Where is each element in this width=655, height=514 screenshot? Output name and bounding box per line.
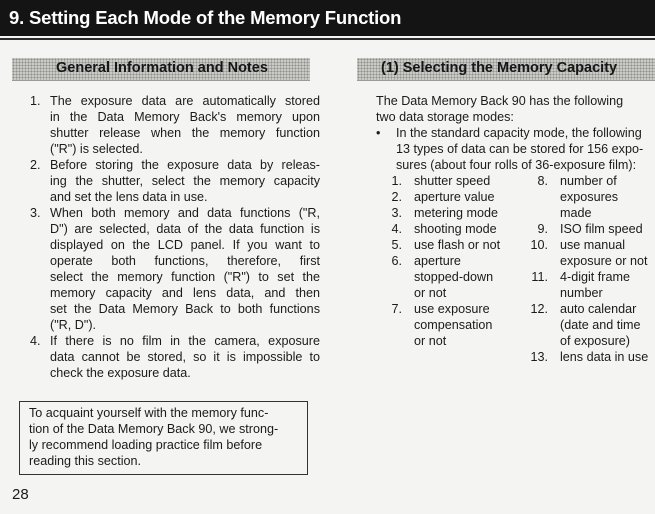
title-bar	[0, 0, 655, 36]
text-line: use flash or not	[414, 238, 501, 252]
data-type-number: 5.	[391, 238, 402, 252]
text-line: In the standard capacity mode, the following	[396, 126, 642, 140]
text-line: ("R, D").	[50, 318, 97, 332]
title-underline	[0, 38, 655, 40]
text-line: reading this section.	[29, 454, 142, 468]
data-type-item	[380, 205, 510, 221]
data-type-number: 13.	[530, 350, 548, 364]
item-number: 4.	[30, 334, 41, 348]
text-line: shooting mode	[414, 222, 497, 236]
data-type-number: 9.	[537, 222, 548, 236]
data-types-column-2	[526, 173, 655, 365]
text-line: two data storage modes:	[376, 110, 514, 124]
text-line: memory capacity and lens data, and then	[50, 286, 320, 300]
data-type-number: 7.	[391, 302, 402, 316]
text-line: shutter speed	[414, 174, 491, 188]
note-item	[20, 93, 320, 157]
text-line: shutter release when the memory function	[50, 126, 320, 140]
text-line: of exposure)	[560, 334, 631, 348]
data-types-column-1	[380, 173, 510, 349]
text-line: 13 types of data can be stored for 156 expo-	[396, 142, 644, 156]
item-number: 2.	[30, 158, 41, 172]
text-line: auto calendar	[560, 302, 637, 316]
data-type-number: 4.	[391, 222, 402, 236]
text-line: tion of the Data Memory Back 90, we strong-	[29, 422, 279, 436]
data-type-item	[526, 269, 655, 301]
data-type-number: 3.	[391, 206, 402, 220]
text-line: or not	[414, 334, 447, 348]
text-line: lens data in use	[560, 350, 649, 364]
standard-capacity-text	[396, 125, 643, 173]
text-line: The Data Memory Back 90 has the following	[376, 94, 624, 108]
data-type-number: 10.	[530, 238, 548, 252]
data-type-item	[526, 173, 655, 221]
text-line: use manual	[560, 238, 626, 252]
data-type-item	[380, 189, 510, 205]
data-type-item	[380, 253, 510, 301]
text-line: aperture value	[414, 190, 495, 204]
text-line: and set the lens data in use.	[50, 190, 208, 204]
text-line: metering mode	[414, 206, 498, 220]
text-line: 4-digit frame	[560, 270, 630, 284]
data-type-number: 11.	[531, 270, 548, 284]
text-line: data cannot be stored, so it is impossible to	[50, 350, 320, 364]
data-type-number: 6.	[391, 254, 402, 268]
memory-capacity-heading	[357, 58, 655, 81]
text-line: exposure or not	[560, 254, 648, 268]
text-line: The exposure data are automatically stored	[50, 94, 320, 108]
text-line: use exposure	[414, 302, 490, 316]
page-number: 28	[12, 486, 29, 503]
text-line: made	[560, 206, 592, 220]
text-line: in the Data Memory Back's memory upon	[50, 110, 320, 124]
text-line: sures (about four rolls of 36-exposure film):	[396, 158, 637, 172]
text-line: When both memory and data functions ("R,	[50, 206, 320, 220]
text-line: or not	[414, 286, 447, 300]
data-type-number: 2.	[391, 190, 402, 204]
data-type-item	[380, 301, 510, 349]
page-title: 9. Setting Each Mode of the Memory Function	[9, 7, 402, 28]
text-line: ly recommend loading practice film before	[29, 438, 263, 452]
practice-film-note	[19, 401, 308, 475]
text-line: aperture	[414, 254, 461, 268]
data-type-item	[380, 237, 510, 253]
text-line: number	[560, 286, 603, 300]
data-type-item	[380, 221, 510, 237]
storage-modes-intro	[376, 93, 623, 125]
text-line: ISO film speed	[560, 222, 643, 236]
item-number: 3.	[30, 206, 41, 220]
text-line: D") are selected, data of the data function is	[50, 222, 320, 236]
data-type-item	[526, 349, 655, 365]
text-line: (date and time	[560, 318, 641, 332]
practice-film-note-text	[29, 405, 278, 469]
text-line: stopped-down	[414, 270, 494, 284]
note-item	[20, 205, 320, 333]
text-line: compensation	[414, 318, 493, 332]
data-type-item	[380, 173, 510, 189]
text-line: exposures	[560, 190, 619, 204]
data-type-item	[526, 237, 655, 269]
text-line: To acquaint yourself with the memory func-	[29, 406, 269, 420]
note-item	[20, 157, 320, 205]
text-line: Before storing the exposure data by releas-	[50, 158, 320, 172]
data-type-item	[526, 301, 655, 349]
data-type-item	[526, 221, 655, 237]
data-type-number: 12.	[530, 302, 548, 316]
text-line: set the Data Memory Back to both functions	[50, 302, 320, 316]
memory-capacity-heading-text: (1) Selecting the Memory Capacity	[381, 60, 618, 76]
text-line: operate both functions, therefore, first	[50, 254, 320, 268]
text-line: ("R") is selected.	[50, 142, 143, 156]
general-info-heading-text: General Information and Notes	[56, 60, 268, 76]
note-item	[20, 333, 320, 381]
data-type-number: 1.	[391, 174, 402, 188]
notes-list	[20, 93, 320, 381]
text-line: select the memory function ("R") to set the	[50, 270, 320, 284]
text-line: If there is no film in the camera, exposure	[50, 334, 320, 348]
general-info-heading	[12, 58, 310, 81]
item-number: 1.	[30, 94, 41, 108]
text-line: number of	[560, 174, 617, 188]
data-type-number: 8.	[537, 174, 548, 188]
text-line: ing the shutter, select the memory capacity	[50, 174, 320, 188]
bullet-marker: •	[376, 126, 381, 140]
text-line: check the exposure data.	[50, 366, 191, 380]
text-line: displayed on the LCD panel. If you want to	[50, 238, 320, 252]
